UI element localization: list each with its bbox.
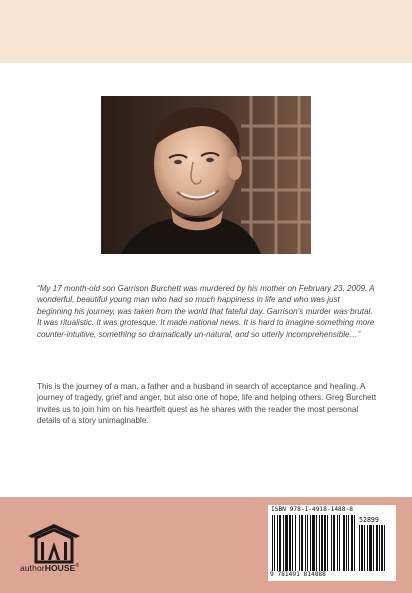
- barcode-bar: [277, 515, 278, 571]
- top-color-band: [0, 0, 412, 63]
- barcode-bar: [348, 515, 349, 571]
- author-photo: [101, 96, 311, 254]
- barcode-bar: [301, 515, 303, 571]
- publisher-name-bold: HOUSE: [44, 563, 76, 573]
- barcode-bar: [361, 525, 363, 571]
- barcode-bar: [319, 515, 320, 571]
- barcode-digits: 9 781491 814888: [270, 571, 326, 578]
- price-code: 52899: [359, 516, 379, 524]
- barcode-bar: [331, 515, 332, 571]
- barcode-price-bars: [359, 525, 391, 571]
- barcode-bar: [305, 515, 306, 571]
- barcode-bar: [364, 525, 365, 571]
- barcode-bar: [376, 525, 378, 571]
- barcode-bar: [359, 525, 360, 571]
- barcode-bar: [307, 515, 308, 571]
- publisher-name: [20, 563, 79, 573]
- barcode-bar: [351, 515, 353, 571]
- barcode-main-bars: [272, 515, 356, 571]
- barcode-bar: [343, 515, 345, 571]
- barcode-bar: [333, 515, 335, 571]
- barcode-bar: [346, 515, 347, 571]
- barcode-bar: [312, 515, 315, 571]
- book-quote: “My 17 month-old son Garrison Burchett was murdered by his mother on February 23, 2009. A wonderful, beautiful young man who had so much happiness in life and who was just beginning his journey, was taken from the world that fateful day. Garrison’s murder was brutal. It was ritualistic. It was grotesque. It made national news. It is hard to imagine something more counter-intuitive, something so dramatically un-natural, and so utterly incomprehensible…”: [37, 284, 375, 339]
- barcode-bar: [339, 515, 340, 571]
- barcode-bar: [292, 515, 293, 571]
- publisher-name-regular: author: [20, 563, 45, 573]
- barcode-bar: [384, 525, 385, 571]
- barcode-bar: [272, 515, 273, 571]
- author-portrait-image: [101, 96, 311, 254]
- barcode-bar: [274, 515, 275, 571]
- registered-mark: ®: [75, 563, 80, 570]
- barcode-bar: [354, 515, 355, 571]
- barcode-bar: [283, 515, 284, 571]
- barcode-bar: [316, 515, 317, 571]
- barcode-bar: [367, 525, 368, 571]
- book-description: This is the journey of a man, a father and a husband in search of acceptance and healing. A journey of tragedy, grief and anger, but also one of hope, life and helping others. Greg Burchett invites us to join him on his heartfelt quest as he shares with the reader the most personal details of a story unimaginable.: [37, 382, 377, 426]
- barcode-bar: [379, 525, 380, 571]
- barcode-bar: [373, 525, 374, 571]
- barcode-bar: [321, 515, 323, 571]
- isbn-text: ISBN 978-1-4918-1488-8: [271, 506, 353, 513]
- barcode-bar: [279, 515, 281, 571]
- barcode-bar: [289, 515, 291, 571]
- isbn-barcode: [268, 505, 396, 581]
- barcode-bar: [324, 515, 326, 571]
- barcode-bar: [285, 515, 288, 571]
- barcode-bar: [381, 525, 383, 571]
- barcode-bar: [295, 515, 296, 571]
- barcode-bar: [337, 515, 338, 571]
- barcode-bar: [299, 515, 300, 571]
- barcode-bar: [310, 515, 311, 571]
- barcode-bar: [327, 515, 328, 571]
- barcode-bar: [369, 525, 372, 571]
